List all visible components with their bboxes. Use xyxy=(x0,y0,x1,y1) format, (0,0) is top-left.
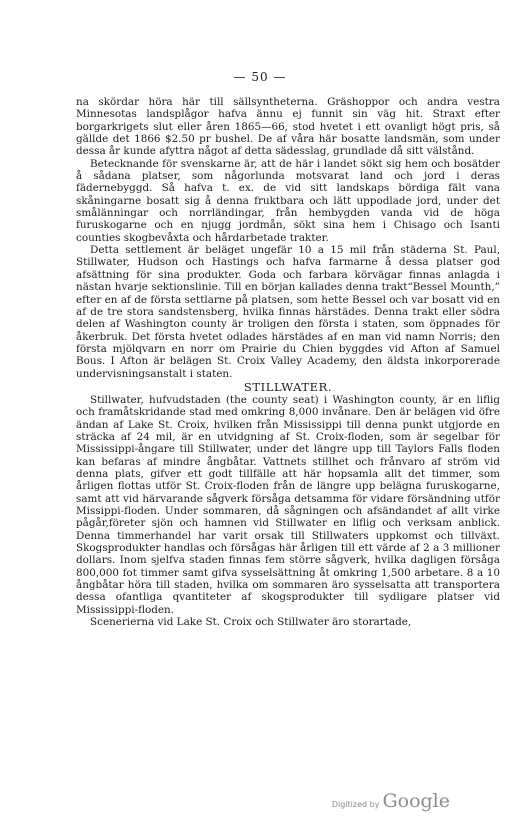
digitized-by-label: Digitized by xyxy=(331,800,380,809)
section-heading: STILLWATER. xyxy=(243,379,333,394)
page-number: — 50 — xyxy=(233,70,287,84)
paragraph-settlement-location: Detta settlement är beläget ungefär 10 a 15 mil från städerna St. Paul, Stillwater, Hudson och Hastings och hafva farmarne å dessa platser god afsättning för sina produkter. Goda och farbara körvägar finnas anlagda i nästan hvarje sektionslinie. Till en början kallades denna trakt“Bessel Mounth,” efter en af de första settlarne på platsen, som hette Bessel och var bosatt vid en af de tre stora sandstensberg, hvilka finnas härstädes. Denna trakt eller södra delen af Washington county är troligen den första i staten, som öppnades för åkerbruk. Det första hvetet odlades härstädes af en man vid namn Norris; den första mjölqvarn en norr om Prairie du Chien byggdes vid Afton af Samuel Bous. I Afton är belägen St. Croix Valley Academy, den äldsta inkorporerade undervisningsanstalt i staten. xyxy=(76,244,500,380)
paragraph-grasshoppers: na skördar höra här till sällsyntheterna. Gräshoppor och andra vestra Minnesotas landsplågor hafva ännu ej funnit sin väg hit. Straxt efter borgarkrigets slut eller åren 1865—66, stod hvetet i ett ovanligt högt pris, så gällde det 1866 $2.50 pr bushel. De af våra här bosatte landsmän, som under dessa år kunde afyttra något af detta sädesslag, grundlade då sitt välstånd. xyxy=(76,96,500,158)
page-body xyxy=(76,96,500,628)
digitization-watermark xyxy=(332,790,450,812)
paragraph-stillwater: Stillwater, hufvudstaden (the county seat) i Washington county, är en liflig och framåtskridande stad med omkring 8,000 invånare. Den är belägen vid öfre ändan af Lake St. Croix, hvilken från Mississippi till denna punkt utgjorde en sträcka af 24 mil, är en utvidgning af St. Croix-floden, som är segelbar för Mississippi-ångare till Stillwater, under det längre upp till Taylors Falls floden kan befaras af mindre ångbåtar. Vattnets stillhet och frånvaro af ström vid denna plats, gifver ett godt tillfälle att här hopsamla allt det timmer, som årligen flottas utför St. Croix-floden från de längre upp belägna furuskogarne, samt att vid härvarande sågverk försåga detsamma för vidare försändning utför Missippi-floden. Under sommaren, då sågningen och afsändandet af allt virke pågår,företer sjön och hamnen vid Stillwater en liflig och verksam anblick. Denna timmerhandel har varit orsak till Stillwaters uppkomst och tillväxt. Skogsprodukter handlas och försågas här årligen till ett värde af 2 a 3 millioner dollars. Inom sjelfva staden finnas fem större sågverk, hvilka dagligen försåga 800,000 fot timmer samt gifva sysselsättning åt omkring 1,500 arbetare. 8 a 10 ångbåtar höra till staden, hvilka om sommaren äro sysselsatta att transportera dessa ofantliga qvantiteter af skogsprodukter till sydligare platser vid Mississippi-floden. xyxy=(76,393,500,616)
paragraph-swedish-settlers: Betecknande för svenskarne är, att de här i landet sökt sig hem och bosätder å sådana platser, som någorlunda motsvarat land och jord i deras fädernebyggd. Så hafva t. ex. de vid sitt landskaps bördiga fält vana skåningarne bosatt sig å denna fruktbara och lätt uppodlade jord, under det smålänningar och norrländingar, från hembygden vanda vid de höga furuskogarne och en njugg jordmån, sökt sina hem i Chisago och Isanti counties skogbevåxta och hårdarbetade trakter. xyxy=(76,157,500,244)
google-logo: Google xyxy=(382,790,450,812)
paragraph-scenery: Scenerierna vid Lake St. Croix och Stillwater äro storartade, xyxy=(90,616,412,629)
